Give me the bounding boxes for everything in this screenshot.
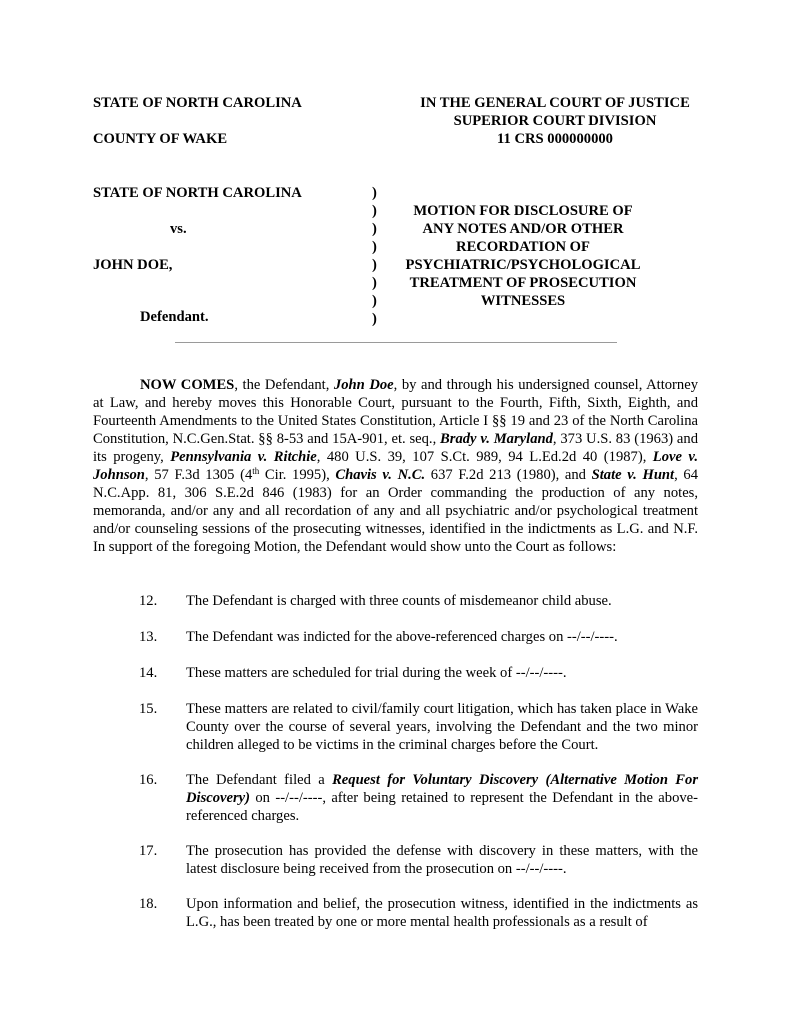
court-heading [398, 94, 712, 148]
intro-paragraph: NOW COMES, the Defendant, John Doe, by and through his undersigned counsel, Attorney at Law, and hereby moves this Honorable Court, pursuant to the Fourth, Fifth, Sixth, Eighth, and Fourteenth Amendments to the United States Constitution, Article I §§ 19 and 23 of the North Carolina Constitution, N.C.Gen.Stat. §§ 8-53 and 15A-901, et. seq., Brady v. Maryland, 373 U.S. 83 (1963) and its progeny, Pennsylvania v. Ritchie, 480 U.S. 39, 107 S.Ct. 989, 94 L.Ed.2d 40 (1987), Love v. Johnson, 57 F.3d 1305 (4th Cir. 1995), Chavis v. N.C. 637 F.2d 213 (1980), and State v. Hunt, 64 N.C.App. 81, 306 S.E.2d 846 (1983) for an Order commanding the production of any notes, memoranda, and/or any and all recordation of any and all psychiatric and/or psychological treatment and/or counseling sessions of the prosecuting witnesses, identified in the indictments as L.G. and N.F. In support of the foregoing Motion, the Defendant would show unto the Court as follows: [93, 377, 698, 555]
caption-divider [175, 342, 617, 343]
case-citation: Pennsylvania v. Ritchie [170, 449, 317, 465]
plaintiff-name: STATE OF NORTH CAROLINA [93, 185, 302, 201]
item-number: 16. [139, 772, 158, 788]
superscript: th [252, 466, 260, 476]
item-text: The Defendant was indicted for the above-referenced charges on --/--/----. [186, 629, 618, 645]
state-heading: STATE OF NORTH CAROLINA [93, 95, 302, 111]
court-line-2: SUPERIOR COURT DIVISION [453, 113, 657, 129]
versus-label: vs. [170, 221, 187, 237]
motion-title-line: PSYCHIATRIC/PSYCHOLOGICAL [405, 257, 641, 273]
item-text: The Defendant filed a Request for Voluntary Discovery (Alternative Motion For Discovery) on --/--/----, after being retained to represent the Defendant in the above-referenced charges. [186, 772, 698, 824]
case-citation: Brady v. Maryland [440, 431, 553, 447]
defendant-name: JOHN DOE, [93, 257, 173, 273]
case-citation: Love v. Johnson [93, 449, 698, 483]
case-number: 11 CRS 000000000 [497, 131, 613, 147]
county-heading: COUNTY OF WAKE [93, 131, 228, 147]
item-text: Upon information and belief, the prosecution witness, identified in the indictments as L.G., has been treated by one or more mental health professionals as a result of [186, 896, 698, 930]
court-line-1: IN THE GENERAL COURT OF JUSTICE [420, 95, 690, 111]
motion-title-line: TREATMENT OF PROSECUTION [409, 275, 637, 291]
caption-paren: ) [372, 185, 377, 201]
item-text: These matters are scheduled for trial during the week of --/--/----. [186, 665, 567, 681]
case-citation: Chavis v. N.C. [335, 467, 426, 483]
caption-paren: ) [372, 275, 377, 291]
caption-paren: ) [372, 203, 377, 219]
item-text: The Defendant is charged with three counts of misdemeanor child abuse. [186, 593, 612, 609]
item-number: 13. [139, 629, 158, 645]
caption-paren: ) [372, 257, 377, 273]
item-text: The prosecution has provided the defense with discovery in these matters, with the latest disclosure being received from the prosecution on --/--/----. [186, 843, 698, 877]
motion-title-line: MOTION FOR DISCLOSURE OF [413, 203, 633, 219]
item-number: 15. [139, 701, 158, 717]
case-citation: State v. Hunt [591, 467, 675, 483]
defendant-italic: John Doe [333, 377, 394, 393]
item-number: 12. [139, 593, 158, 609]
caption-paren: ) [372, 293, 377, 309]
caption-paren: ) [372, 311, 377, 327]
motion-title [394, 202, 652, 310]
defendant-label: Defendant. [140, 309, 209, 325]
motion-title-line: WITNESSES [480, 293, 566, 309]
item-number: 14. [139, 665, 158, 681]
motion-title-line: ANY NOTES AND/OR OTHER [422, 221, 624, 237]
request-title: Request for Voluntary Discovery (Alternative Motion For Discovery) [186, 772, 698, 806]
item-text: These matters are related to civil/family court litigation, which has taken place in Wake County over the course of several years, involving the Defendant and the two minor children alleged to be victims in the criminal charges before the Court. [186, 701, 698, 753]
now-comes: NOW COMES [140, 377, 235, 393]
item-number: 18. [139, 896, 158, 912]
item-number: 17. [139, 843, 158, 859]
caption-paren: ) [372, 221, 377, 237]
caption-paren: ) [372, 239, 377, 255]
motion-title-line: RECORDATION OF [456, 239, 590, 255]
